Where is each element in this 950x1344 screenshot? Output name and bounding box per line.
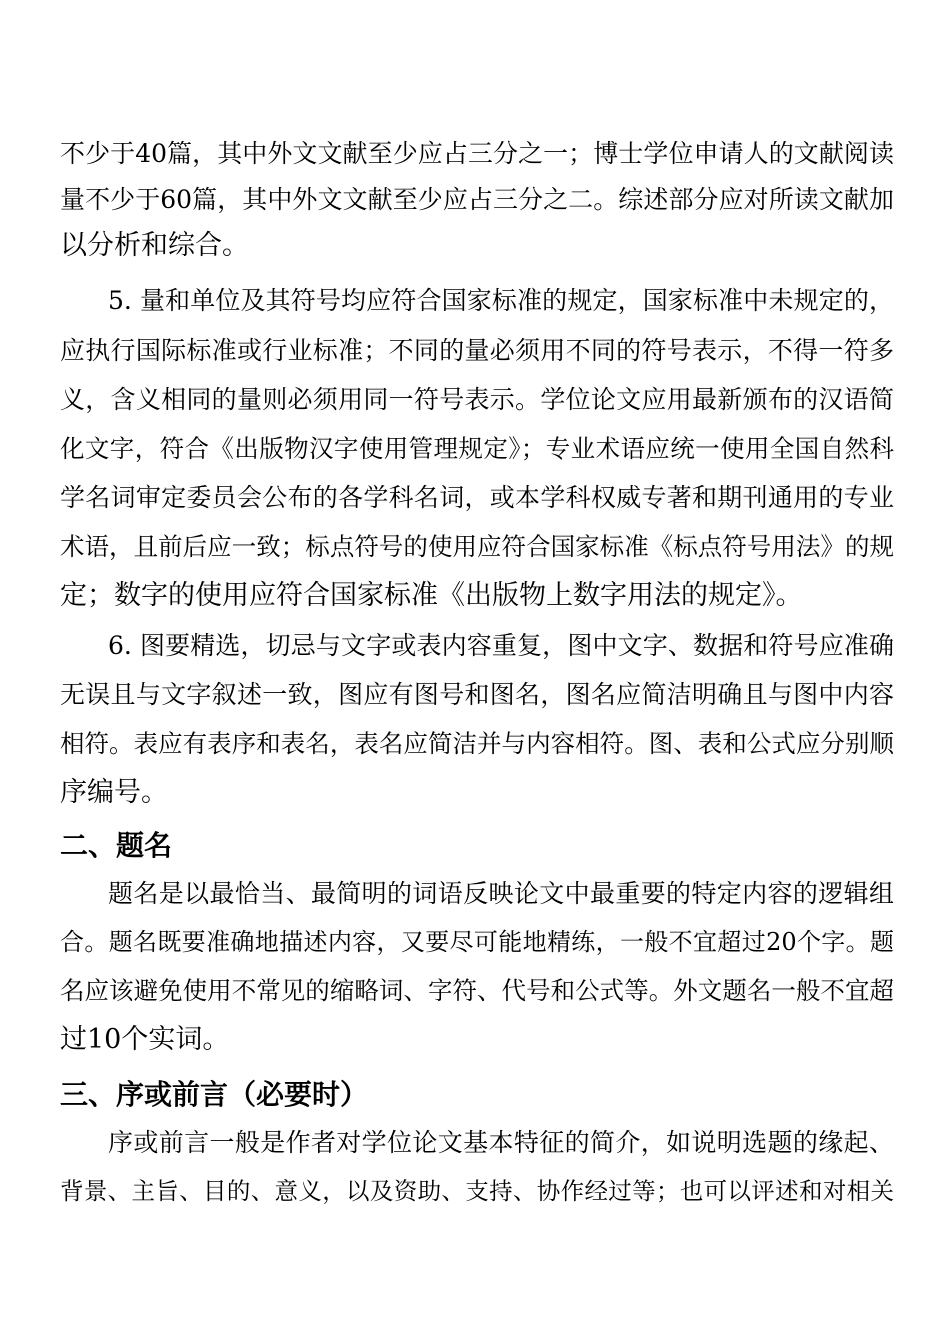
item-5-line: 义，含义相同的量则必须用同一符号表示。学位论文应用最新颁布的汉语简 xyxy=(60,385,894,414)
item-5-line: 5. 量和单位及其符号均应符合国家标准的规定，国家标准中未规定的， xyxy=(108,286,894,315)
section-3-line: 背景、主旨、目的、意义，以及资助、支持、协作经过等；也可以评述和对相关 xyxy=(60,1177,894,1205)
section-2-line: 名应该避免使用不常见的缩略词、字符、代号和公式等。外文题名一般不宜超 xyxy=(60,976,894,1005)
section-2-line: 题名是以最恰当、最简明的词语反映论文中最重要的特定内容的逻辑组 xyxy=(108,879,894,908)
section-2-line: 合。题名既要准确地描述内容，又要尽可能地精练，一般不宜超过20个字。题 xyxy=(60,928,894,956)
item-6-line: 无误且与文字叙述一致，图应有图号和图名，图名应简洁明确且与图中内容 xyxy=(60,680,894,709)
paragraph-line: 量不少于60篇，其中外文文献至少应占三分之二。综述部分应对所读文献加 xyxy=(60,185,894,214)
section-2-line: 过10个实词。 xyxy=(60,1024,230,1055)
paragraph-line: 以分析和综合。 xyxy=(60,230,249,261)
item-6-line: 序编号。 xyxy=(60,777,168,808)
item-5-line: 定；数字的使用应符合国家标准《出版物上数字用法的规定》。 xyxy=(60,580,803,611)
item-5-line: 学名词审定委员会公布的各学科名词，或本学科权威专著和期刊通用的专业 xyxy=(60,483,894,512)
item-5-line: 术语，且前后应一致；标点符号的使用应符合国家标准《标点符号用法》的规 xyxy=(60,532,894,561)
section-heading-title: 二、题名 xyxy=(60,829,173,862)
item-6-line: 相符。表应有表序和表名，表名应简洁并与内容相符。图、表和公式应分别顺 xyxy=(60,729,894,758)
item-5-line: 应执行国际标准或行业标准；不同的量必须用不同的符号表示，不得一符多 xyxy=(60,336,894,365)
section-3-line: 序或前言一般是作者对学位论文基本特征的简介，如说明选题的缘起、 xyxy=(108,1128,894,1157)
paragraph-line: 不少于40篇，其中外文文献至少应占三分之一；博士学位申请人的文献阅读 xyxy=(60,139,894,168)
item-5-line: 化文字，符合《出版物汉字使用管理规定》；专业术语应统一使用全国自然科 xyxy=(60,434,894,463)
section-heading-preface: 三、序或前言（必要时） xyxy=(60,1078,369,1111)
item-6-line: 6. 图要精选，切忌与文字或表内容重复，图中文字、数据和符号应准确 xyxy=(108,631,894,660)
